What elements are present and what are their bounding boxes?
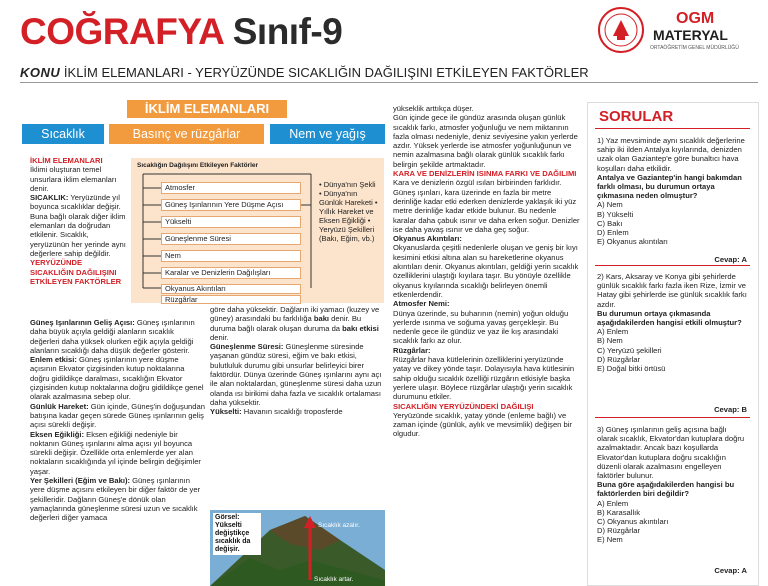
- q2-opt-c[interactable]: C) Yeryüzü şekilleri: [597, 345, 662, 355]
- title-grade: Sınıf-9: [232, 11, 343, 52]
- left-column: [30, 156, 128, 286]
- right-p7: Yeryüzünde sıcaklık, yatay yönde (enleme bağlı) ve zaman içinde (günlük, aylık ve mevsimlik) değişen bir olgudur.: [393, 410, 572, 439]
- mid-p1-b: bakı: [313, 314, 330, 324]
- q1-opt-e[interactable]: E) Okyanus akıntıları: [597, 237, 668, 247]
- mountain-photo: [210, 510, 385, 586]
- brand-subtitle: ORTAÖĞRETİM GENEL MÜDÜRLÜĞÜ: [650, 45, 739, 51]
- questions-divider: [595, 128, 750, 129]
- left-heading2: YERYÜZÜNDE SICAKLIĞIN DAĞILIŞINI ETKİLEYEN FAKTÖRLER: [30, 258, 122, 286]
- left-p6: Eksen eğikliği nedeniyle bir noktanın Güneş ışınlarını alma açısı yıl boyunca sürekli değişir. Özellikle orta enlemlerde yer alan noktaların sıcaklığında yıl içinde belirgin değişimler yaşar.: [30, 429, 201, 476]
- middle-column: [210, 305, 385, 417]
- meb-logo-icon: [597, 6, 645, 54]
- left-p4: Güneş ışınlarının yere düşme açısının Ekvator çizgisinden kutup noktalarına doğru gidildikçe daralması, sıcaklığın Ekvator çizgisinden kutup noktalarına doğru gidildikçe genel olarak azalmasına sebep olur.: [30, 355, 204, 402]
- q3-answer: Cevap: A: [714, 565, 747, 575]
- brand-bottom: MATERYAL: [653, 27, 728, 43]
- factor-atmosfer: Atmosfer: [161, 182, 301, 194]
- right-p3: Kara ve denizlerin özgül ısıları birbirinden farklıdır. Güneş ışınları, kara üzerinde en fazla bir metre derinliğe kadar etki ederken denizlerde yaklaşık iki yüz metre derinliğe kadar etkide bulunur. Bu nedenle karalar daha çabuk ısınır ve daha erken soğur. Denizler ise daha yavaş ısınır ve daha geç soğur.: [393, 178, 580, 234]
- topic-label: KONU: [20, 65, 61, 80]
- q1-opt-d[interactable]: D) Enlem: [597, 228, 629, 238]
- photo-label-top: Sıcaklık azalır.: [318, 522, 360, 529]
- left-p2-b: SICAKLIK:: [30, 193, 69, 203]
- left-p5: Gün içinde, Güneş'in doğuşundan batışına kadar geçen sürede Güneş ışınlarının geliş açısı sürekli değişir.: [30, 401, 205, 430]
- right-h3: Atmosfer Nemi:: [393, 299, 450, 309]
- left-p5-b: Günlük Hareket:: [30, 401, 89, 411]
- factor-okyanus: Okyanus Akıntıları: [161, 284, 301, 294]
- right-h2: Okyanus Akıntıları:: [393, 234, 462, 244]
- q2-opt-b[interactable]: B) Nem: [597, 336, 623, 346]
- right-h4: Rüzgârlar:: [393, 345, 431, 355]
- left-p3: Güneş ışınlarının daha büyük açıyla geldiği alanların sıcaklık değerleri daha yüksek olurken eğik açıyla geldiği alanların sıcaklığı daha düşük değerler gösterir.: [30, 318, 195, 355]
- page-header: [0, 0, 768, 62]
- tab-sicaklik[interactable]: Sıcaklık: [22, 124, 104, 144]
- photo-label-bottom: Sıcaklık artar.: [314, 576, 354, 583]
- left-p1: İklimi oluşturan temel unsurlara iklim elemanları denir.: [30, 165, 117, 193]
- q1-prompt: Antalya ve Gaziantep'in hangi bakımdan farklı olması, bu durumun ortaya çıkmasına neden olmuştur?: [597, 172, 742, 201]
- questions-title: SORULAR: [599, 108, 674, 125]
- right-p4: Okyanuslarda çeşitli nedenlerle oluşan ve geniş bir kıyı kesimini etkisi altına alan su hareketlerine okyanus akıntıları denir. Okyanus akıntıları, geldiği yerin sıcaklık özelliklerini ulaştığı kıyılara taşır. Bu yönüyle özellikle okyanus kıyılarında sıcaklığı belirleyen önemli etkenlerdendir.: [393, 243, 579, 299]
- factors-diagram: [131, 158, 384, 303]
- topic-text: İKLİM ELEMANLARI - YERYÜZÜNDE SICAKLIĞIN DAĞILIŞINI ETKİLEYEN FAKTÖRLER: [63, 65, 589, 80]
- question-2: [597, 272, 749, 414]
- page-title: [20, 12, 342, 52]
- left-p7-b: Yer Şekilleri (Eğim ve Bakı):: [30, 476, 131, 486]
- right-p6: Rüzgârlar hava kütlelerinin özelliklerini yeryüzünde yatay ve dikey yönde taşır. Dolayısıyla hava kütlesinin sahip olduğu sıcaklık özelliği rüzgârın etkisiyle başka yerlere ulaşır. Böylece rüzgârlar ulaştığı yerin sıcaklık durumunu etkiler.: [393, 355, 575, 402]
- question-3: [597, 425, 749, 575]
- q2-opt-d[interactable]: D) Rüzgârlar: [597, 354, 641, 364]
- q2-opt-a[interactable]: A) Enlem: [597, 327, 629, 337]
- left-column-lower: [30, 318, 205, 523]
- right-p5: Dünya üzerinde, su buharının (nemin) yoğun olduğu yerlerde ısınma ve soğuma yavaş gerçekleşir. Bu nedenle gece ile gündüz ve yaz ile kış arasındaki sıcaklık farkı az olur.: [393, 308, 569, 346]
- left-heading: İKLİM ELEMANLARI: [30, 156, 103, 165]
- title-subject: COĞRAFYA: [20, 11, 223, 52]
- factor-karalar: Karalar ve Denizlerin Dağılışları: [161, 267, 301, 279]
- factor-ruzgarlar: Rüzgârlar: [161, 295, 301, 304]
- section-banner: İKLİM ELEMANLARI: [127, 100, 287, 118]
- diagram-title: Sıcaklığın Dağılışını Etkileyen Faktörler: [137, 162, 259, 169]
- brand-top: OGM: [676, 10, 715, 27]
- mid-p1-end: denir. Bu duruma bağlı olarak oluşan duruma da: [210, 314, 362, 333]
- q2-prompt: Bu durumun ortaya çıkmasında aşağıdakilerden hangisi etkili olmuştur?: [597, 308, 742, 328]
- q1-stem: 1) Yaz mevsiminde aynı sıcaklık değerlerine sahip iki ilden Antalya kıyılarında, denizden uzak olan Gaziantep'e göre bunaltıcı hava koşulları daha etkilidir.: [597, 136, 745, 173]
- q2-stem: 2) Kars, Aksaray ve Konya gibi şehirlerde günlük sıcaklık farkı fazla iken Rize, İzmir ve Hatay gibi şehirlerde ise günlük sıcaklık farkı azdır.: [597, 272, 747, 309]
- q3-prompt: Buna göre aşağıdakilerden hangisi bu faktörlerden biri değildir?: [597, 480, 735, 499]
- q3-opt-d[interactable]: D) Rüzgârlar: [597, 526, 641, 536]
- q1-answer: Cevap: A: [714, 254, 747, 264]
- left-p2: Yeryüzünde yıl boyunca sıcaklıklar değişir. Buna bağlı olarak diğer iklim elemanları da doğrudan etkilenir. Sıcaklık, yeryüzünün her yerinde aynı değerlere sahip değildir.: [30, 193, 126, 258]
- q1-opt-c[interactable]: C) Bakı: [597, 218, 623, 228]
- q2-answer: Cevap: B: [714, 404, 747, 414]
- mid-p1: göre daha yüksektir. Dağların iki yamacı (kuzey ve güney) arasındaki bu farklılığa: [210, 305, 380, 324]
- mid-p1-end2: denir.: [210, 332, 229, 342]
- right-p2: Gün içinde gece ile gündüz arasında oluşan günlük sıcaklık farkı, atmosfer yoğunluğu ve nem miktarının fazla olması nedeniyle, deniz seviyesine yakın yerlerde azdır. Yüksek yerlerde ise atmosfer yoğunluğunun ve nemin azalmasına bağlı olarak günlük sıcaklık farkı belirgin şekilde artmaktadır.: [393, 113, 578, 169]
- right-h5: SICAKLIĞIN YERYÜZÜNDEKİ DAĞILIŞI: [393, 401, 534, 411]
- factor-nem: Nem: [161, 250, 301, 262]
- topic-bar: [20, 63, 758, 83]
- q2-opt-e[interactable]: E) Doğal bitki örtüsü: [597, 364, 666, 374]
- q1-opt-b[interactable]: B) Yükselti: [597, 209, 634, 219]
- left-p3-b: Güneş Işınlarının Geliş Açısı:: [30, 318, 135, 327]
- question-1: [597, 136, 749, 264]
- questions-divider-2: [595, 265, 750, 266]
- tab-basinc[interactable]: Basınç ve rüzgârlar: [109, 124, 264, 144]
- photo-caption: Görsel: Yükselti değiştikçe sıcaklık da değişir.: [213, 513, 261, 555]
- right-column: [393, 104, 580, 439]
- tab-nem[interactable]: Nem ve yağış: [270, 124, 385, 144]
- questions-divider-3: [595, 417, 750, 418]
- factor-yukselti: Yükselti: [161, 216, 301, 228]
- left-p7: Güneş ışınlarının yere düşme açısını etkileyen bir diğer faktör de yer şekilleridir. Dağların Güneş'e dönük olan yamaçlarında güneşlenme süresi uzun ve sıcaklık değerleri diğer yamaca: [30, 476, 201, 523]
- diagram-effects: • Dünya'nın Şekli • Dünya'nın Günlük Hareketi • Yıllık Hareket ve Eksen Eğikliği • Yeryüzü Şekilleri (Bakı, Eğim, vb.): [319, 180, 378, 243]
- q3-opt-a[interactable]: A) Enlem: [597, 498, 629, 508]
- mid-p2-b: Güneşlenme Süresi:: [210, 342, 284, 352]
- right-h1: KARA VE DENİZLERİN ISINMA FARKI VE DAĞILIMI: [393, 169, 577, 179]
- mid-p3: Havanın sıcaklığı troposferde: [241, 407, 343, 417]
- factor-gunslenme: Güneşlenme Süresi: [161, 233, 301, 245]
- factor-gunes-isinlari: Güneş Işınlarının Yere Düşme Açısı: [161, 199, 301, 211]
- mid-p3-b: Yükselti:: [210, 407, 242, 417]
- q3-opt-b[interactable]: B) Karasallık: [597, 507, 641, 517]
- left-p6-b: Eksen Eğikliği:: [30, 429, 85, 439]
- right-p1: yükseklik arttıkça düşer.: [393, 104, 474, 113]
- mid-p2: Güneşlenme süresinde yaşanan gündüz süresi, eğim ve bakı etkisi, bulutluluk durumu gibi unsurlar belirleyici birer faktördür. Dünya üzerinde Güneş ışınlarını aynı açı ile alan noktalardan, güneşlenme süresi daha uzun olanda ısı birikimi daha fazla ve sıcaklık ortalaması daha yüksektir.: [210, 342, 382, 407]
- mid-p1-b2: bakı etkisi: [342, 323, 379, 333]
- q1-opt-a[interactable]: A) Nem: [597, 200, 623, 210]
- q3-opt-e[interactable]: E) Nem: [597, 535, 623, 545]
- q3-stem: 3) Güneş ışınlarının geliş açısına bağlı olarak sıcaklık, Ekvator'dan kutuplara doğru azalmaktadır. Ancak bazı koşullarda Ekvator'dan kutuplara doğru sıcaklığın düzenli olarak azalmasını engelleyen faktörler bulunur.: [597, 425, 745, 481]
- left-p4-b: Enlem etkisi:: [30, 355, 77, 365]
- q3-opt-c[interactable]: C) Okyanus akıntıları: [597, 517, 669, 527]
